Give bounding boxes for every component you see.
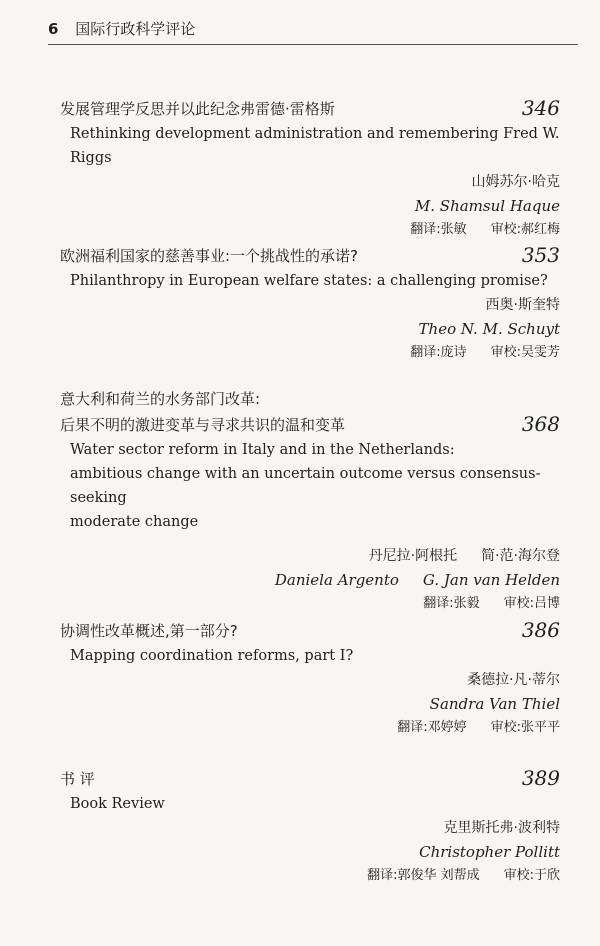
entry-title-en: Philanthropy in European welfare states: a challenging promise? — [70, 273, 548, 289]
header-rule — [48, 44, 578, 45]
credits — [60, 864, 560, 888]
credits — [60, 716, 560, 740]
entry-title-cn: 欧洲福利国家的慈善事业:一个挑战性的承诺? — [60, 247, 359, 265]
reviewer: 审校:张平平 — [490, 720, 560, 735]
toc-entry — [60, 386, 560, 616]
author-name-cn: 丹尼拉·阿根托 — [368, 548, 458, 564]
translator: 翻译:庞诗 — [410, 345, 467, 360]
entry-title-en: Book Review — [70, 796, 165, 812]
entry-page-number: 368 — [521, 412, 560, 436]
author-name-cn: 山姆苏尔·哈克 — [471, 174, 560, 190]
author-name-en: M. Shamsul Haque — [414, 197, 560, 215]
credits — [60, 592, 560, 616]
page-header — [48, 18, 195, 39]
author-name-en: Theo N. M. Schuyt — [418, 320, 560, 338]
translator: 翻译:郭俊华 刘帮成 — [367, 868, 480, 883]
translator: 翻译:张毅 — [423, 596, 480, 611]
entry-title-en-line3: moderate change — [70, 514, 199, 530]
entry-title-cn-line2: 后果不明的激进变革与寻求共识的温和变革 — [60, 416, 346, 434]
toc-entry — [60, 766, 560, 888]
author-name-en: Daniela Argento — [274, 571, 399, 589]
author-name-cn: 克里斯托弗·波利特 — [443, 820, 560, 836]
entry-title-en: Rethinking development administration and remembering Fred W. Riggs — [70, 126, 560, 166]
toc-entry — [60, 243, 560, 365]
entry-page-number: 386 — [521, 618, 560, 642]
toc-entry — [60, 96, 560, 242]
entry-title-cn: 书 评 — [60, 770, 95, 788]
entry-title-en: Mapping coordination reforms, part Ⅰ? — [70, 648, 354, 664]
entry-title-cn-line1: 意大利和荷兰的水务部门改革: — [60, 390, 261, 408]
journal-title: 国际行政科学评论 — [75, 20, 196, 38]
entry-page-number: 353 — [521, 243, 560, 267]
author-name-en: Christopher Pollitt — [419, 843, 560, 861]
entry-page-number: 389 — [521, 766, 560, 790]
translator: 翻译:张敏 — [410, 222, 467, 237]
credits — [60, 218, 560, 242]
reviewer: 审校:吴雯芳 — [490, 345, 560, 360]
author-name-en: Sandra Van Thiel — [429, 695, 560, 713]
author-name-cn: 简·范·海尔登 — [481, 548, 560, 564]
entry-title-cn: 协调性改革概述,第一部分? — [60, 622, 238, 640]
credits — [60, 341, 560, 365]
author-names-en — [60, 568, 560, 592]
toc-entry — [60, 618, 560, 740]
entry-title-en-line1: Water sector reform in Italy and in the Netherlands: — [70, 442, 455, 458]
page-number: 6 — [48, 20, 59, 38]
author-name-en: G. Jan van Helden — [422, 571, 560, 589]
reviewer: 审校:吕博 — [503, 596, 560, 611]
entry-page-number: 346 — [521, 96, 560, 120]
author-name-cn: 西奥·斯奎特 — [485, 297, 560, 313]
author-names-cn — [60, 544, 560, 568]
author-name-cn: 桑德拉·凡·蒂尔 — [467, 672, 560, 688]
reviewer: 审校:于欣 — [503, 868, 560, 883]
entry-title-cn: 发展管理学反思并以此纪念弗雷德·雷格斯 — [60, 100, 335, 118]
entry-title-en-line2: ambitious change with an uncertain outcome versus consensus-seeking — [70, 466, 541, 506]
translator: 翻译:邓婷婷 — [397, 720, 467, 735]
reviewer: 审校:郝红梅 — [490, 222, 560, 237]
